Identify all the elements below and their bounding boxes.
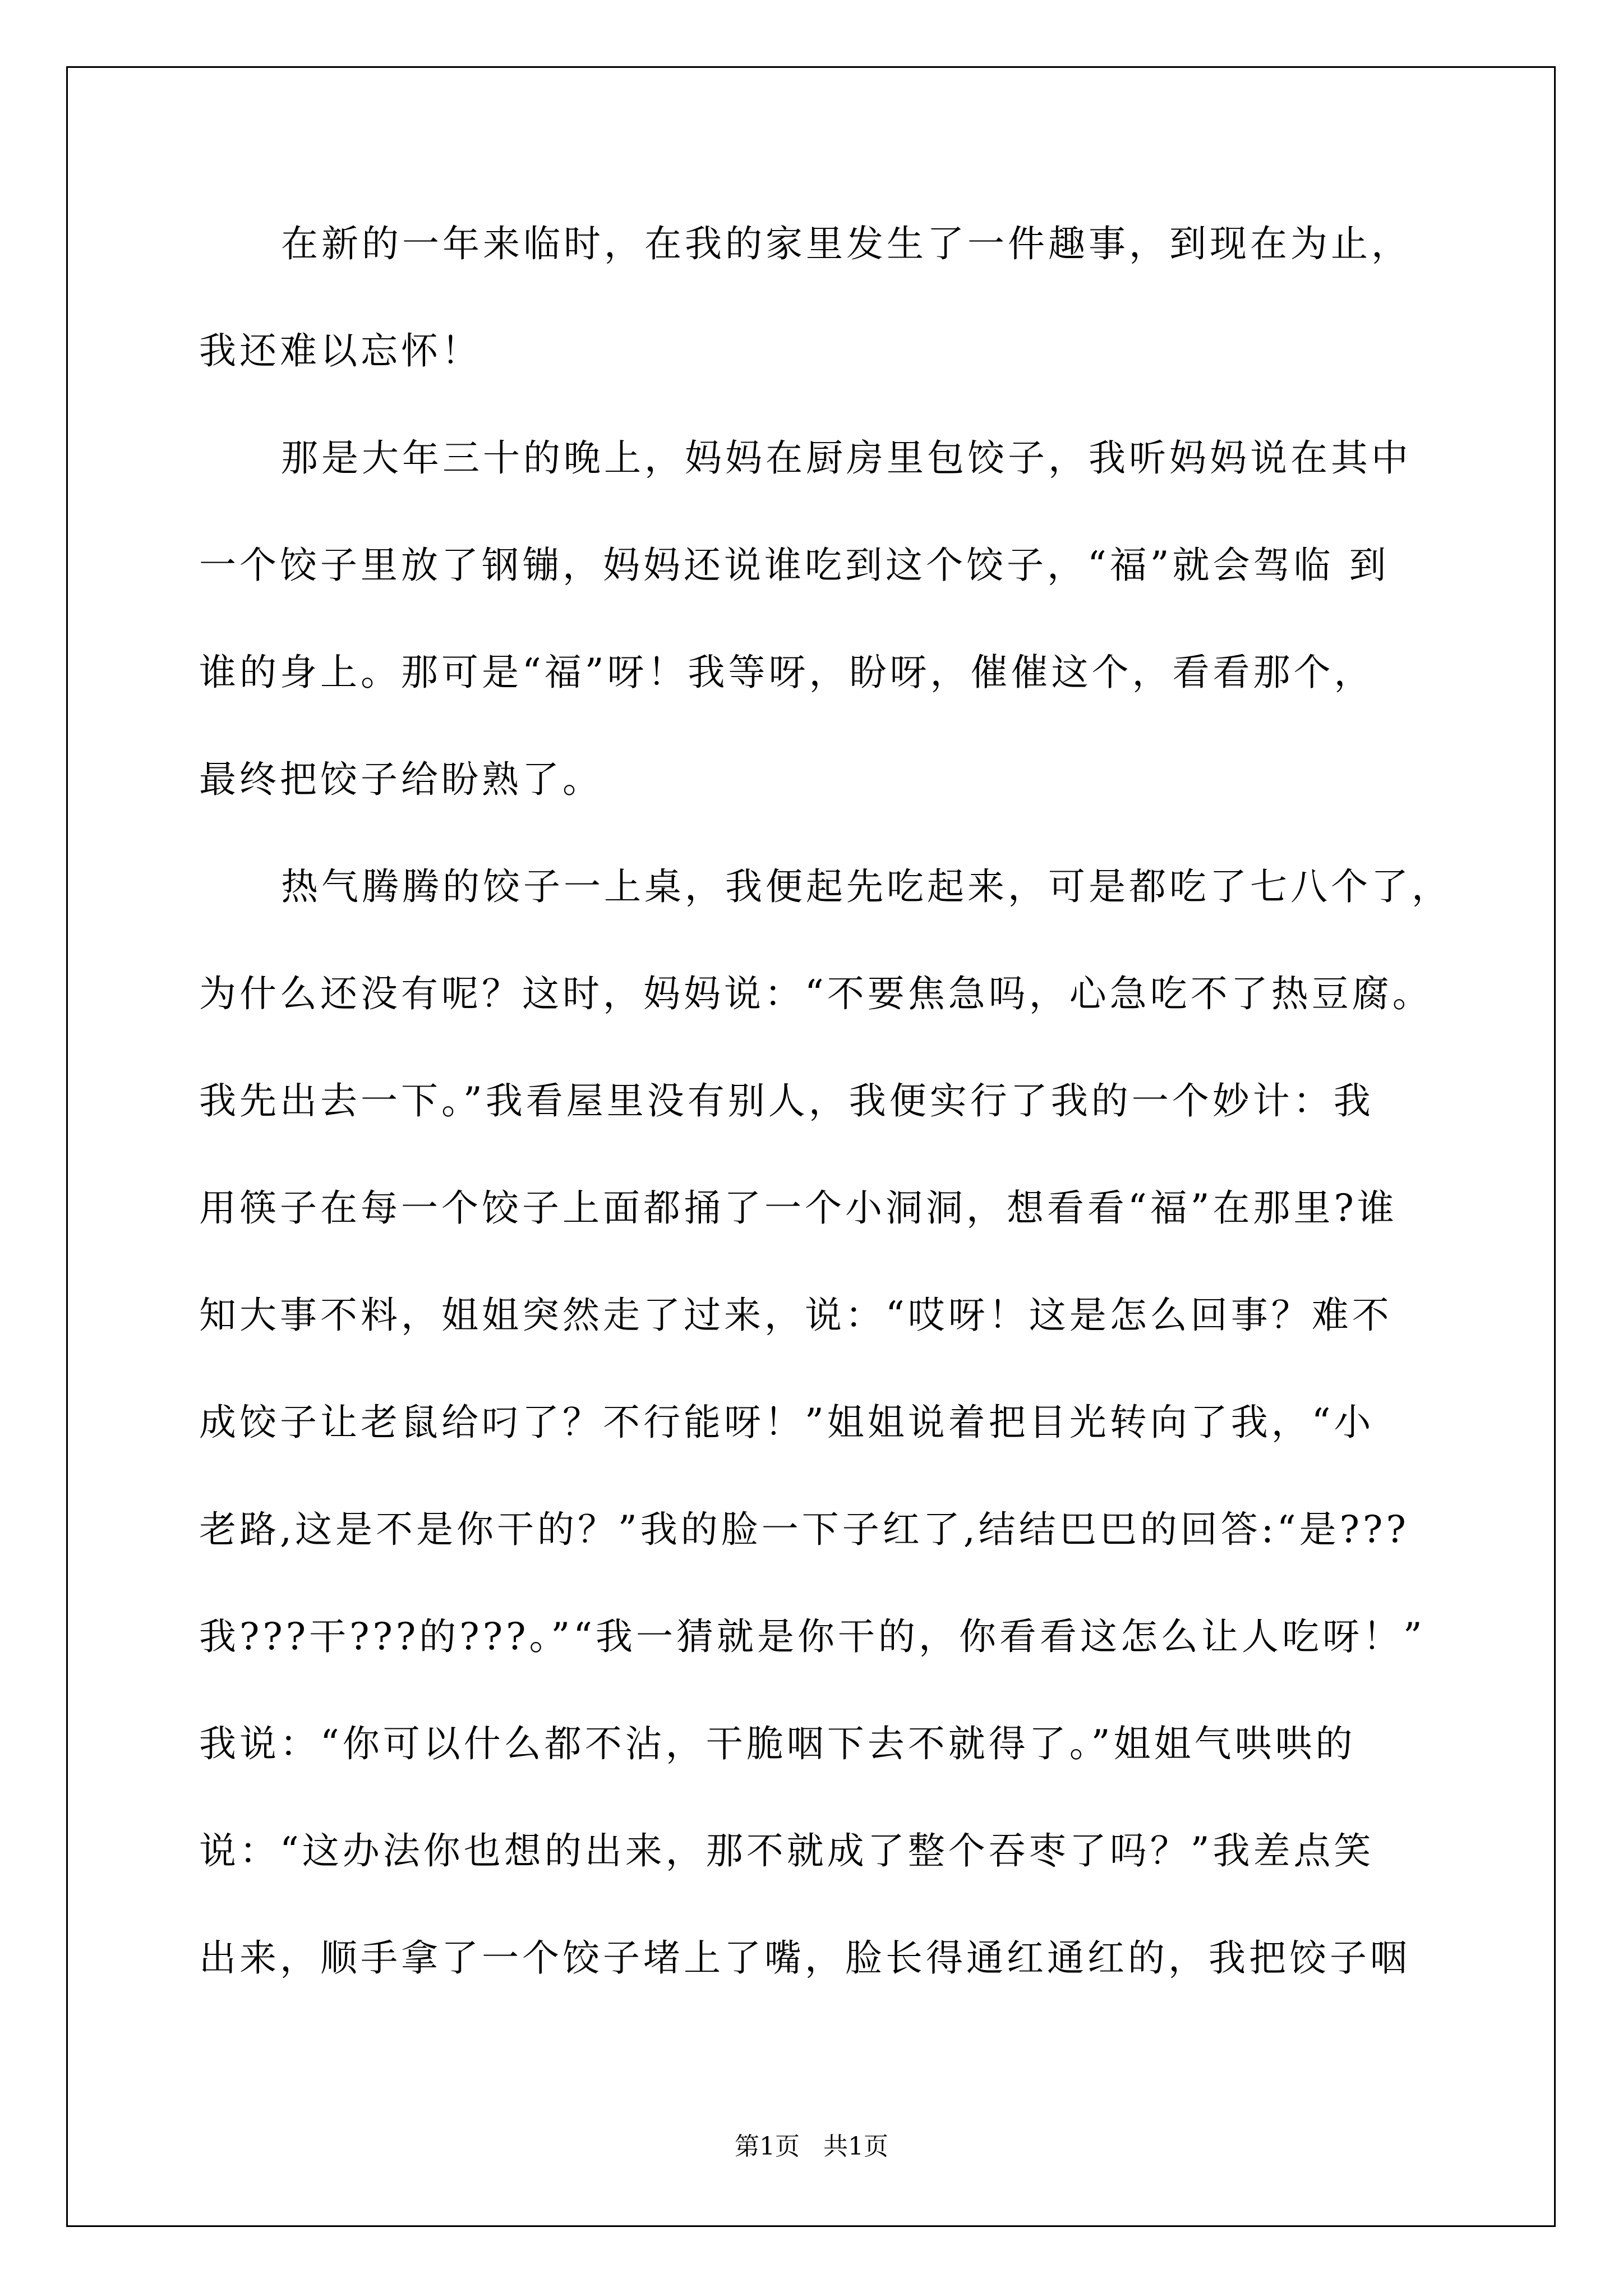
text-line: 知大事不料，姐姐突然走了过来，说：“哎呀！这是怎么回事？难不: [199, 1294, 1393, 1337]
text-line: 我???干???的???。”“我一猜就是你干的，你看看这怎么让人吃呀！”: [199, 1615, 1426, 1658]
text-line: 为什么还没有呢？这时，妈妈说：“不要焦急吗，心急吃不了热豆腐。: [199, 972, 1433, 1015]
text-line: 我还难以忘怀！: [199, 329, 482, 372]
text-line: 热气腾腾的饺子一上桌，我便起先吃起来，可是都吃了七八个了，: [281, 865, 1452, 908]
text-line: 我先出去一下。”我看屋里没有别人，我便实行了我的一个妙计：我: [199, 1079, 1374, 1122]
text-line: 最终把饺子给盼熟了。: [199, 758, 603, 801]
text-line: 在新的一年来临时，在我的家里发生了一件趣事，到现在为止，: [281, 222, 1412, 265]
text-line: 成饺子让老鼠给叼了？不行能呀！”姐姐说着把目光转向了我，“小: [199, 1401, 1375, 1444]
text-line: 我说：“你可以什么都不沾，干脆咽下去不就得了。”姐姐气哄哄的: [199, 1722, 1356, 1765]
page-footer: 第1页 共1页: [735, 2132, 888, 2161]
text-line: 出来，顺手拿了一个饺子堵上了嘴，脸长得通红通红的，我把饺子咽: [199, 1936, 1410, 1980]
text-line: 谁的身上。那可是“福”呀！我等呀，盼呀，催催这个，看看那个，: [199, 651, 1375, 694]
text-line: 老路,这是不是你干的？”我的脸一下子红了,结结巴巴的回答:“是???: [199, 1508, 1409, 1551]
text-line: 一个饺子里放了钢镚，妈妈还说谁吃到这个饺子，“福”就会驾临 到: [199, 544, 1390, 587]
text-line: 用筷子在每一个饺子上面都捅了一个小洞洞，想看看“福”在那里?谁: [199, 1186, 1398, 1230]
text-line: 那是大年三十的晚上，妈妈在厨房里包饺子，我听妈妈说在其中: [281, 436, 1412, 480]
document-body: [199, 213, 1452, 2035]
text-line: 说：“这办法你也想的出来，那不就成了整个吞枣了吗？”我差点笑: [199, 1829, 1375, 1872]
